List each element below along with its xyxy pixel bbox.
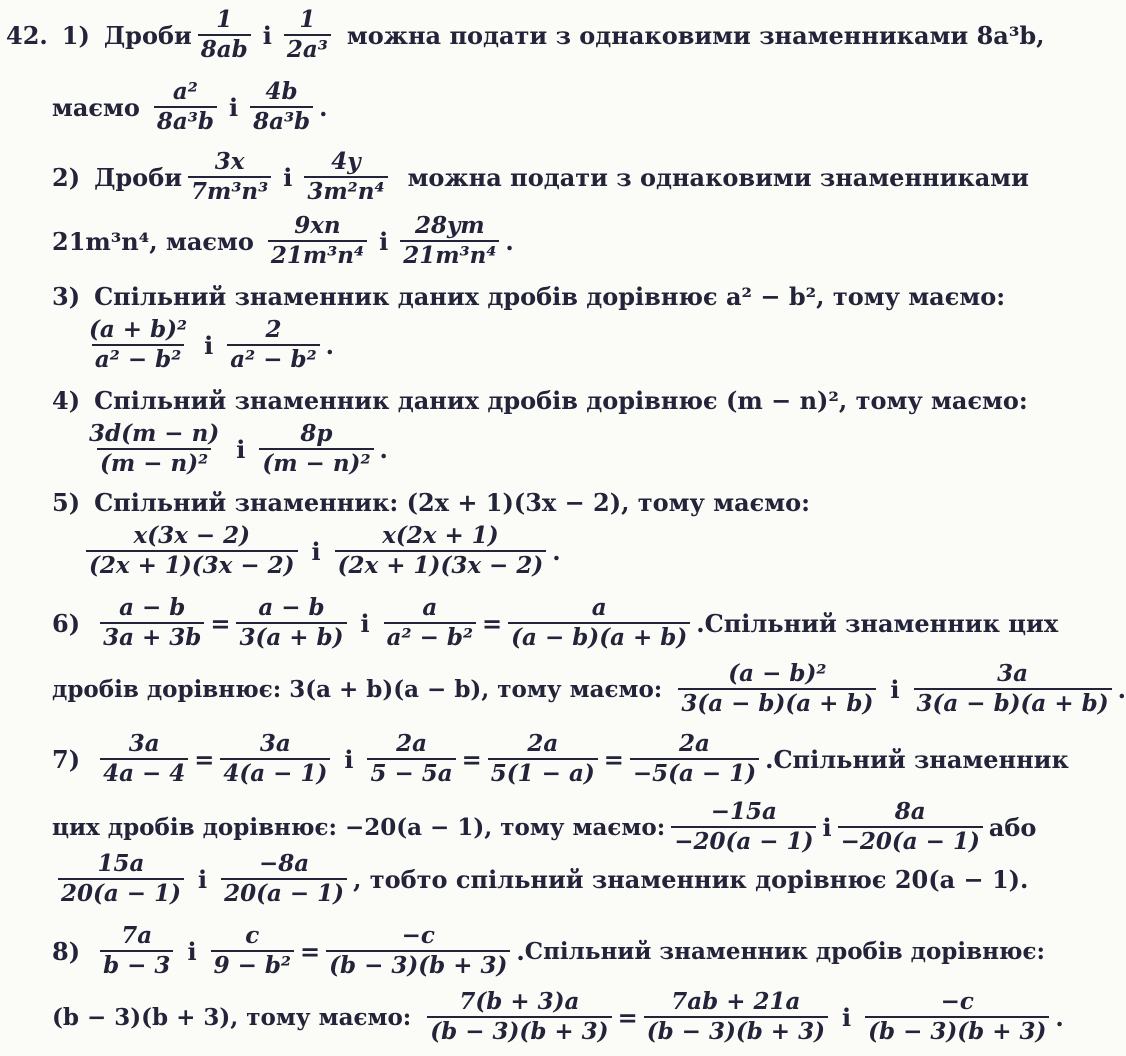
p6-text-1: Спільний знаменник цих [704, 608, 1059, 638]
p6-f1-den: 3a + 3b [100, 622, 204, 650]
p5-f1-den: (2x + 1)(3x − 2) [86, 550, 298, 578]
p4-line-1 [52, 386, 1028, 415]
p5-label: 5) [52, 488, 81, 517]
p1-fraction-1 [198, 8, 251, 62]
p4-f2-num: 8p [300, 420, 333, 447]
p7-conj-3: і [197, 864, 208, 894]
p2-conj-2: і [379, 226, 389, 256]
p7-f6-num: −15a [710, 798, 777, 825]
p7-line-2 [52, 798, 1037, 856]
p6-conj-2: і [890, 674, 900, 704]
p1-text-2: можна подати з однаковими знаменниками 8a³b, [346, 20, 1045, 50]
p7-fraction-8 [58, 852, 184, 906]
p7-text-3: або [988, 812, 1037, 842]
p8-label: 8) [52, 936, 81, 966]
p7-f7-num: 8a [894, 798, 926, 825]
p8-fraction-2 [211, 924, 294, 978]
p7-f8-num: 15a [97, 850, 145, 877]
p8-f4-num: 7(b + 3)a [459, 988, 580, 1015]
p7-eq-3: = [603, 744, 624, 774]
p2-fraction-3 [268, 214, 367, 268]
p7-conj-2: і [822, 812, 832, 842]
p1-fraction-3 [154, 80, 217, 134]
p7-fraction-2 [220, 732, 330, 786]
p4-fraction-1 [86, 422, 222, 476]
p7-expression [52, 732, 773, 786]
p1-text-3: маємо [52, 92, 140, 122]
p7-dot-1: . [765, 744, 774, 774]
p7-eq-1: = [194, 744, 215, 774]
p2-f1-num: 3x [214, 148, 245, 175]
p6-line-1 [52, 594, 1059, 652]
p8-f2-num: c [245, 922, 260, 949]
p6-f5-den: 3(a − b)(a + b) [678, 688, 876, 716]
p2-dot: . [505, 226, 514, 256]
p1-conj: і [262, 20, 272, 50]
p1-f2-den: 2a³ [284, 34, 331, 62]
p6-f6-num: 3a [997, 660, 1028, 687]
p4-text-1: Спільний знаменник даних дробів дорівнює (m − n)², тому маємо: [94, 386, 1028, 415]
p4-fraction-2 [259, 422, 373, 476]
p6-f6-den: 3(a − b)(a + b) [914, 688, 1112, 716]
p7-f4-den: 5(1 − a) [488, 758, 598, 786]
p6-f2-num: a − b [258, 594, 325, 621]
p1-line-1 [6, 6, 1045, 64]
p7-fraction-9 [221, 852, 347, 906]
p2-line-2 [52, 214, 994, 268]
p8-f3-den: (b − 3)(b + 3) [326, 950, 510, 978]
p6-fraction-6 [914, 662, 1112, 716]
p7-f5-den: −5(a − 1) [630, 758, 759, 786]
p7-line-3 [52, 850, 1029, 908]
p7-fraction-5 [630, 732, 759, 786]
p2-line-1 [52, 148, 1029, 206]
p7-eq-2: = [461, 744, 482, 774]
p8-f3-num: −c [401, 922, 435, 949]
p2-f2-num: 4y [331, 148, 361, 175]
p1-f3-den: 8a³b [154, 106, 217, 134]
p6-f2-den: 3(a + b) [236, 622, 346, 650]
p6-dot-2: . [1117, 674, 1126, 704]
p8-f6-den: (b − 3)(b + 3) [865, 1016, 1049, 1044]
p2-text-3: 21m³n⁴, маємо [52, 226, 254, 256]
p3-conj: і [204, 330, 214, 360]
p3-dot: . [325, 330, 335, 360]
p1-f3-num: a² [172, 78, 198, 105]
p8-line-1 [52, 922, 1046, 980]
p8-line-2 [52, 988, 1064, 1046]
p4-conj: і [236, 434, 246, 464]
p6-conj: і [360, 608, 370, 638]
p5-f1-num: x(3x − 2) [133, 522, 251, 549]
p4-dot: . [379, 434, 388, 464]
p6-fraction-5 [678, 662, 876, 716]
p8-eq-2: = [617, 1002, 638, 1032]
p6-f4-den: (a − b)(a + b) [508, 622, 690, 650]
p7-f9-num: −8a [258, 850, 310, 877]
p5-fraction-2 [335, 524, 547, 578]
p4-f1-den: (m − n)² [97, 448, 211, 476]
p6-fraction-2 [236, 596, 346, 650]
p8-fraction-6 [865, 990, 1049, 1044]
p5-conj: і [311, 536, 321, 566]
p6-label: 6) [52, 608, 81, 638]
p6-eq-1: = [210, 608, 231, 638]
p5-fraction-1 [86, 524, 298, 578]
p8-text-1: Спільний знаменник дробів дорівнює: [524, 937, 1046, 965]
p6-f4-num: a [591, 594, 607, 621]
p3-f2-den: a² − b² [227, 344, 319, 372]
p5-f2-den: (2x + 1)(3x − 2) [335, 550, 547, 578]
p2-label: 2) [52, 162, 81, 192]
p6-fraction-3 [384, 596, 476, 650]
p7-f2-den: 4(a − 1) [220, 758, 330, 786]
p1-text-1: Дроби [103, 20, 192, 50]
problem-number: 42. [6, 20, 48, 50]
p1-f2-num: 1 [299, 6, 316, 33]
p3-fraction-1 [86, 318, 190, 372]
p6-eq-2: = [482, 608, 503, 638]
p7-f7-den: −20(a − 1) [838, 826, 983, 854]
p2-f2-den: 3m²n⁴ [304, 176, 387, 204]
p2-text-2: можна подати з однаковими знаменниками [407, 162, 1029, 192]
p3-text-1: Спільний знаменник даних дробів дорівнює a² − b², тому маємо: [94, 282, 1006, 311]
p7-fraction-7 [838, 800, 983, 854]
p6-text-2: дробів дорівнює: 3(a + b)(a − b), тому маємо: [52, 675, 663, 703]
p8-fraction-3 [326, 924, 510, 978]
p6-f3-num: a [422, 594, 438, 621]
p8-conj-2: і [841, 1002, 852, 1032]
p8-conj: і [187, 936, 197, 966]
p5-f2-num: x(2x + 1) [382, 522, 499, 549]
p8-f1-den: b − 3 [100, 950, 173, 978]
p7-fraction-1 [100, 732, 188, 786]
p1-f4-den: 8a³b [250, 106, 313, 134]
p6-f3-den: a² − b² [384, 622, 476, 650]
p8-dot-2: . [1055, 1002, 1064, 1032]
p7-f5-num: 2a [679, 730, 710, 757]
p1-label: 1) [61, 20, 90, 50]
p5-line-2 [80, 524, 994, 578]
p7-line-1 [52, 730, 1069, 788]
p1-conj-2: і [228, 92, 239, 122]
p7-text-4: , тобто спільний знаменник дорівнює 20(a − 1). [353, 864, 1029, 894]
p7-f8-den: 20(a − 1) [58, 878, 184, 906]
p7-f9-den: 20(a − 1) [221, 878, 347, 906]
p8-eq-1: = [300, 936, 321, 966]
p3-f1-den: a² − b² [92, 344, 184, 372]
p8-fraction-4 [427, 990, 611, 1044]
p7-f1-den: 4a − 4 [100, 758, 188, 786]
p6-f1-num: a − b [119, 594, 186, 621]
p6-line-2 [52, 660, 1126, 718]
p4-label: 4) [52, 386, 81, 415]
p1-fraction-4 [250, 80, 313, 134]
p5-dot: . [552, 536, 561, 566]
p1-line-2 [52, 80, 994, 134]
p1-fraction-2 [284, 8, 331, 62]
p8-f1-num: 7a [121, 922, 153, 949]
p5-text-1: Спільний знаменник: (2x + 1)(3x − 2), тому маємо: [94, 488, 810, 517]
p7-f6-den: −20(a − 1) [671, 826, 816, 854]
p7-fraction-3 [367, 732, 455, 786]
p7-f3-num: 2a [396, 730, 428, 757]
p7-label: 7) [52, 744, 81, 774]
p8-f5-num: 7ab + 21a [671, 988, 801, 1015]
p8-f2-den: 9 − b² [211, 950, 294, 978]
p1-f1-den: 8ab [198, 34, 251, 62]
p2-f3-den: 21m³n⁴ [268, 240, 367, 268]
p2-fraction-1 [188, 150, 271, 204]
p7-f4-num: 2a [527, 730, 559, 757]
p7-fraction-4 [488, 732, 598, 786]
p8-f6-num: −c [940, 988, 974, 1015]
p8-fraction-5 [644, 990, 828, 1044]
p3-fraction-2 [227, 318, 319, 372]
p2-fraction-2 [304, 150, 387, 204]
p7-f2-num: 3a [259, 730, 291, 757]
p7-f3-den: 5 − 5a [367, 758, 455, 786]
p6-fraction-1 [100, 596, 204, 650]
p3-f2-num: 2 [265, 316, 282, 343]
p2-f3-num: 9xn [294, 212, 341, 239]
p7-text-1: Спільний знаменник [773, 744, 1069, 774]
p2-conj: і [283, 162, 293, 192]
p8-dot-1: . [516, 936, 525, 966]
p4-line-2 [80, 422, 994, 476]
p2-fraction-4 [400, 214, 499, 268]
p2-f4-num: 28ym [414, 212, 485, 239]
p6-dot-1: . [696, 608, 705, 638]
p7-f1-num: 3a [128, 730, 160, 757]
p7-conj: і [344, 744, 354, 774]
p2-text-1: Дроби [94, 162, 182, 192]
p2-f4-den: 21m³n⁴ [400, 240, 499, 268]
p3-line-1 [52, 282, 1006, 311]
p6-fraction-4 [508, 596, 690, 650]
p1-dot: . [319, 92, 328, 122]
p7-text-2: цих дробів дорівнює: −20(a − 1), тому маємо: [52, 813, 666, 841]
p5-line-1 [52, 488, 994, 517]
p8-text-2: (b − 3)(b + 3), тому маємо: [52, 1003, 412, 1031]
p3-label: 3) [52, 282, 81, 311]
p6-expression [52, 596, 705, 650]
p7-fraction-6 [671, 800, 816, 854]
p6-f5-num: (a − b)² [728, 660, 827, 687]
p4-f2-den: (m − n)² [259, 448, 373, 476]
p8-fraction-1 [100, 924, 173, 978]
p4-f1-num: 3d(m − n) [89, 420, 220, 447]
p8-expression [52, 924, 525, 978]
p3-line-2 [80, 318, 994, 372]
p3-f1-num: (a + b)² [89, 316, 188, 343]
p1-f4-num: 4b [265, 78, 298, 105]
p1-f1-num: 1 [216, 6, 233, 33]
p8-f4-den: (b − 3)(b + 3) [427, 1016, 611, 1044]
p8-f5-den: (b − 3)(b + 3) [644, 1016, 828, 1044]
p2-f1-den: 7m³n³ [188, 176, 271, 204]
